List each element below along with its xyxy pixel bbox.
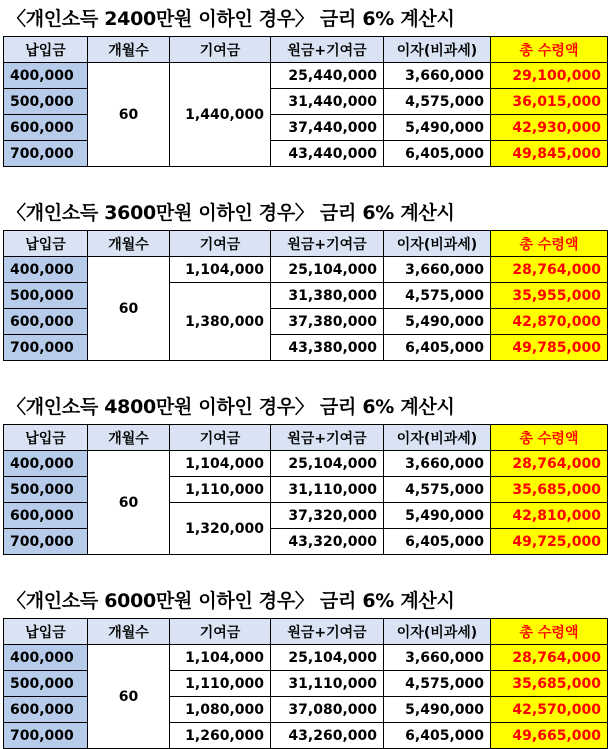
interest-cell: 5,490,000 (384, 115, 491, 141)
table-row (4, 451, 608, 477)
total-cell: 42,930,000 (491, 115, 608, 141)
interest-cell: 6,405,000 (384, 335, 491, 361)
header-interest: 이자(비과세) (384, 231, 491, 257)
contribution-cell: 1,320,000 (170, 503, 271, 555)
interest-cell: 3,660,000 (384, 451, 491, 477)
header-interest: 이자(비과세) (384, 425, 491, 451)
principal-cell: 37,380,000 (271, 309, 384, 335)
principal-cell: 31,110,000 (271, 477, 384, 503)
header-months: 개월수 (88, 37, 170, 63)
deposit-cell: 500,000 (4, 283, 88, 309)
interest-cell: 5,490,000 (384, 697, 491, 723)
interest-cell: 3,660,000 (384, 645, 491, 671)
principal-cell: 43,260,000 (271, 723, 384, 749)
total-cell: 42,870,000 (491, 309, 608, 335)
principal-cell: 25,104,000 (271, 257, 384, 283)
total-cell: 28,764,000 (491, 257, 608, 283)
principal-cell: 25,104,000 (271, 645, 384, 671)
principal-cell: 37,440,000 (271, 115, 384, 141)
interest-cell: 4,575,000 (384, 89, 491, 115)
deposit-cell: 700,000 (4, 529, 88, 555)
principal-cell: 31,110,000 (271, 671, 384, 697)
total-cell: 42,810,000 (491, 503, 608, 529)
header-row (4, 37, 608, 63)
interest-cell: 6,405,000 (384, 141, 491, 167)
header-months: 개월수 (88, 619, 170, 645)
table-row (4, 257, 608, 283)
deposit-cell: 700,000 (4, 723, 88, 749)
deposit-cell: 600,000 (4, 697, 88, 723)
principal-cell: 37,080,000 (271, 697, 384, 723)
total-cell: 35,685,000 (491, 477, 608, 503)
section-title: 〈개인소득 2400만원 이하인 경우〉 금리 6% 계산시 (7, 8, 455, 30)
total-cell: 36,015,000 (491, 89, 608, 115)
header-principal: 원금+기여금 (271, 231, 384, 257)
total-cell: 42,570,000 (491, 697, 608, 723)
header-total: 총 수령액 (491, 619, 608, 645)
header-contribution: 기여금 (170, 37, 271, 63)
months-cell: 60 (88, 451, 170, 555)
deposit-cell: 400,000 (4, 645, 88, 671)
contribution-cell: 1,380,000 (170, 283, 271, 361)
total-cell: 49,785,000 (491, 335, 608, 361)
section-2400 (3, 2, 607, 167)
interest-cell: 6,405,000 (384, 723, 491, 749)
interest-cell: 4,575,000 (384, 283, 491, 309)
total-cell: 49,665,000 (491, 723, 608, 749)
header-principal: 원금+기여금 (271, 425, 384, 451)
header-deposit: 납입금 (4, 37, 88, 63)
header-row (4, 231, 608, 257)
header-months: 개월수 (88, 231, 170, 257)
header-principal: 원금+기여금 (271, 619, 384, 645)
interest-cell: 3,660,000 (384, 63, 491, 89)
contribution-cell: 1,260,000 (170, 723, 271, 749)
header-row (4, 425, 608, 451)
section-6000 (3, 584, 607, 749)
interest-cell: 5,490,000 (384, 503, 491, 529)
principal-cell: 31,440,000 (271, 89, 384, 115)
calc-table (3, 36, 608, 167)
header-deposit: 납입금 (4, 425, 88, 451)
months-cell: 60 (88, 63, 170, 167)
contribution-cell: 1,110,000 (170, 671, 271, 697)
deposit-cell: 400,000 (4, 257, 88, 283)
contribution-cell: 1,104,000 (170, 645, 271, 671)
deposit-cell: 500,000 (4, 477, 88, 503)
table-row (4, 645, 608, 671)
header-months: 개월수 (88, 425, 170, 451)
interest-cell: 6,405,000 (384, 529, 491, 555)
header-principal: 원금+기여금 (271, 37, 384, 63)
section-4800 (3, 390, 607, 555)
header-interest: 이자(비과세) (384, 37, 491, 63)
header-total: 총 수령액 (491, 37, 608, 63)
deposit-cell: 500,000 (4, 671, 88, 697)
section-title: 〈개인소득 3600만원 이하인 경우〉 금리 6% 계산시 (7, 202, 455, 224)
principal-cell: 25,104,000 (271, 451, 384, 477)
header-contribution: 기여금 (170, 619, 271, 645)
principal-cell: 37,320,000 (271, 503, 384, 529)
months-cell: 60 (88, 257, 170, 361)
table-row (4, 63, 608, 89)
calc-table (3, 618, 608, 749)
months-cell: 60 (88, 645, 170, 749)
deposit-cell: 700,000 (4, 335, 88, 361)
interest-cell: 4,575,000 (384, 671, 491, 697)
interest-cell: 5,490,000 (384, 309, 491, 335)
section-3600 (3, 196, 607, 361)
total-cell: 35,955,000 (491, 283, 608, 309)
total-cell: 49,845,000 (491, 141, 608, 167)
deposit-cell: 600,000 (4, 309, 88, 335)
total-cell: 35,685,000 (491, 671, 608, 697)
deposit-cell: 500,000 (4, 89, 88, 115)
header-total: 총 수령액 (491, 425, 608, 451)
interest-cell: 3,660,000 (384, 257, 491, 283)
header-contribution: 기여금 (170, 231, 271, 257)
deposit-cell: 400,000 (4, 63, 88, 89)
interest-cell: 4,575,000 (384, 477, 491, 503)
calc-table (3, 424, 608, 555)
contribution-cell: 1,104,000 (170, 257, 271, 283)
deposit-cell: 600,000 (4, 503, 88, 529)
total-cell: 29,100,000 (491, 63, 608, 89)
calc-table (3, 230, 608, 361)
contribution-cell: 1,440,000 (170, 63, 271, 167)
header-deposit: 납입금 (4, 231, 88, 257)
section-title: 〈개인소득 6000만원 이하인 경우〉 금리 6% 계산시 (7, 590, 455, 612)
contribution-cell: 1,104,000 (170, 451, 271, 477)
principal-cell: 43,380,000 (271, 335, 384, 361)
principal-cell: 25,440,000 (271, 63, 384, 89)
header-contribution: 기여금 (170, 425, 271, 451)
header-interest: 이자(비과세) (384, 619, 491, 645)
header-deposit: 납입금 (4, 619, 88, 645)
principal-cell: 43,320,000 (271, 529, 384, 555)
principal-cell: 31,380,000 (271, 283, 384, 309)
section-title: 〈개인소득 4800만원 이하인 경우〉 금리 6% 계산시 (7, 396, 455, 418)
total-cell: 28,764,000 (491, 451, 608, 477)
contribution-cell: 1,080,000 (170, 697, 271, 723)
deposit-cell: 700,000 (4, 141, 88, 167)
deposit-cell: 400,000 (4, 451, 88, 477)
header-row (4, 619, 608, 645)
total-cell: 49,725,000 (491, 529, 608, 555)
principal-cell: 43,440,000 (271, 141, 384, 167)
deposit-cell: 600,000 (4, 115, 88, 141)
total-cell: 28,764,000 (491, 645, 608, 671)
header-total: 총 수령액 (491, 231, 608, 257)
contribution-cell: 1,110,000 (170, 477, 271, 503)
